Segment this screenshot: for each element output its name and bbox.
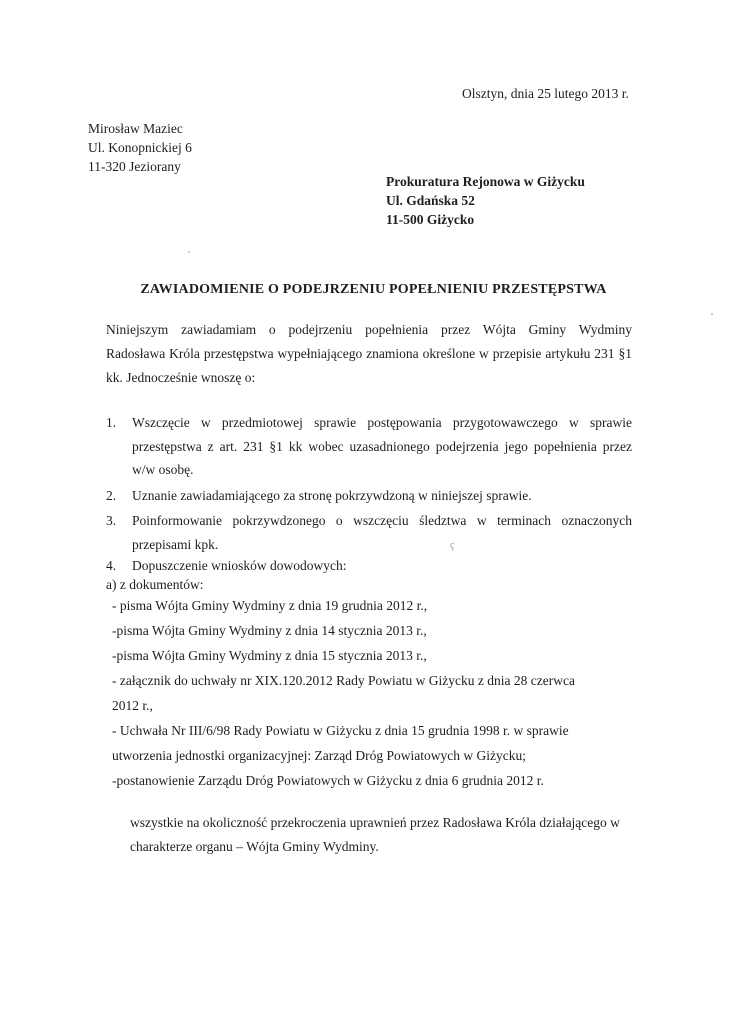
evidence-item: - załącznik do uchwały nr XIX.120.2012 Rady Powiatu w Giżycku z dnia 28 czerwca [112,673,575,688]
sender-street: Ul. Konopnickiej 6 [88,140,192,155]
request-item [106,484,632,508]
request-number: 3. [106,513,117,528]
request-line: Poinformowanie pokrzywdzonego o wszczęciu śledztwa w terminach oznaczonych [132,513,632,528]
sender-city: 11-320 Jeziorany [88,159,181,174]
recipient-name: Prokuratura Rejonowa w Giżycku [386,174,585,189]
request-line: Wszczęcie w przedmiotowej sprawie postępowania przygotowawczego w sprawie [132,415,632,430]
closing-line: wszystkie na okoliczność przekroczenia uprawnień przez Radosława Króla działającego w [130,815,620,830]
request-item [106,411,632,482]
evidence-item: utworzenia jednostki organizacyjnej: Zarząd Dróg Powiatowych w Giżycku; [112,748,526,763]
closing-line: charakterze organu – Wójta Gminy Wydminy. [130,839,379,854]
request-item [106,557,632,575]
request-line: w/w osobę. [132,462,194,477]
request-line: przepisami kpk. [132,536,219,552]
evidence-item: -postanowienie Zarządu Dróg Powiatowych w Giżycku z dnia 6 grudnia 2012 r. [112,773,544,788]
scan-speck [188,251,190,253]
scan-speck [711,313,713,315]
request-number: 1. [106,415,117,430]
intro-paragraph [106,318,632,390]
place-date: Olsztyn, dnia 25 lutego 2013 r. [462,86,629,101]
request-line: Dopuszczenie wniosków dowodowych: [132,558,347,573]
recipient-address [386,172,585,229]
request-line: przestępstwa z art. 231 §1 kk wobec uzasadnionego podejrzenia jego popełnienia przez [132,438,632,454]
evidence-item: -pisma Wójta Gminy Wydminy z dnia 14 stycznia 2013 r., [112,623,427,638]
closing-paragraph [130,811,640,859]
request-number: 4. [106,558,117,573]
recipient-street: Ul. Gdańska 52 [386,193,475,208]
intro-line: Niniejszym zawiadamiam o podejrzeniu popełnienia przez Wójta Gminy Wydminy [106,322,632,337]
intro-line: kk. Jednocześnie wnoszę o: [106,370,256,385]
recipient-city: 11-500 Giżycko [386,212,475,227]
request-line: Uznanie zawiadamiającego za stronę pokrzywdzoną w niniejszej sprawie. [132,488,532,503]
evidence-item: 2012 r., [112,698,153,713]
evidence-heading: a) z dokumentów: [106,577,204,592]
intro-line: Radosława Króla przestępstwa wypełniającego znamiona określone w przepisie artykułu 231 §1 [106,346,632,361]
sender-name: Mirosław Maziec [88,121,183,136]
evidence-item: - pisma Wójta Gminy Wydminy z dnia 19 grudnia 2012 r., [112,598,428,613]
evidence-item: -pisma Wójta Gminy Wydminy z dnia 15 stycznia 2013 r., [112,648,427,663]
evidence-item: - Uchwała Nr III/6/98 Rady Powiatu w Giżycku z dnia 15 grudnia 1998 r. w sprawie [112,723,569,738]
sender-address [88,119,192,176]
evidence-list [112,593,632,793]
document-title: ZAWIADOMIENIE O PODEJRZENIU POPEŁNIENIU PRZESTĘPSTWA [140,282,607,297]
request-item [106,509,632,556]
request-number: 2. [106,488,117,503]
scan-mark: ç [450,540,455,551]
